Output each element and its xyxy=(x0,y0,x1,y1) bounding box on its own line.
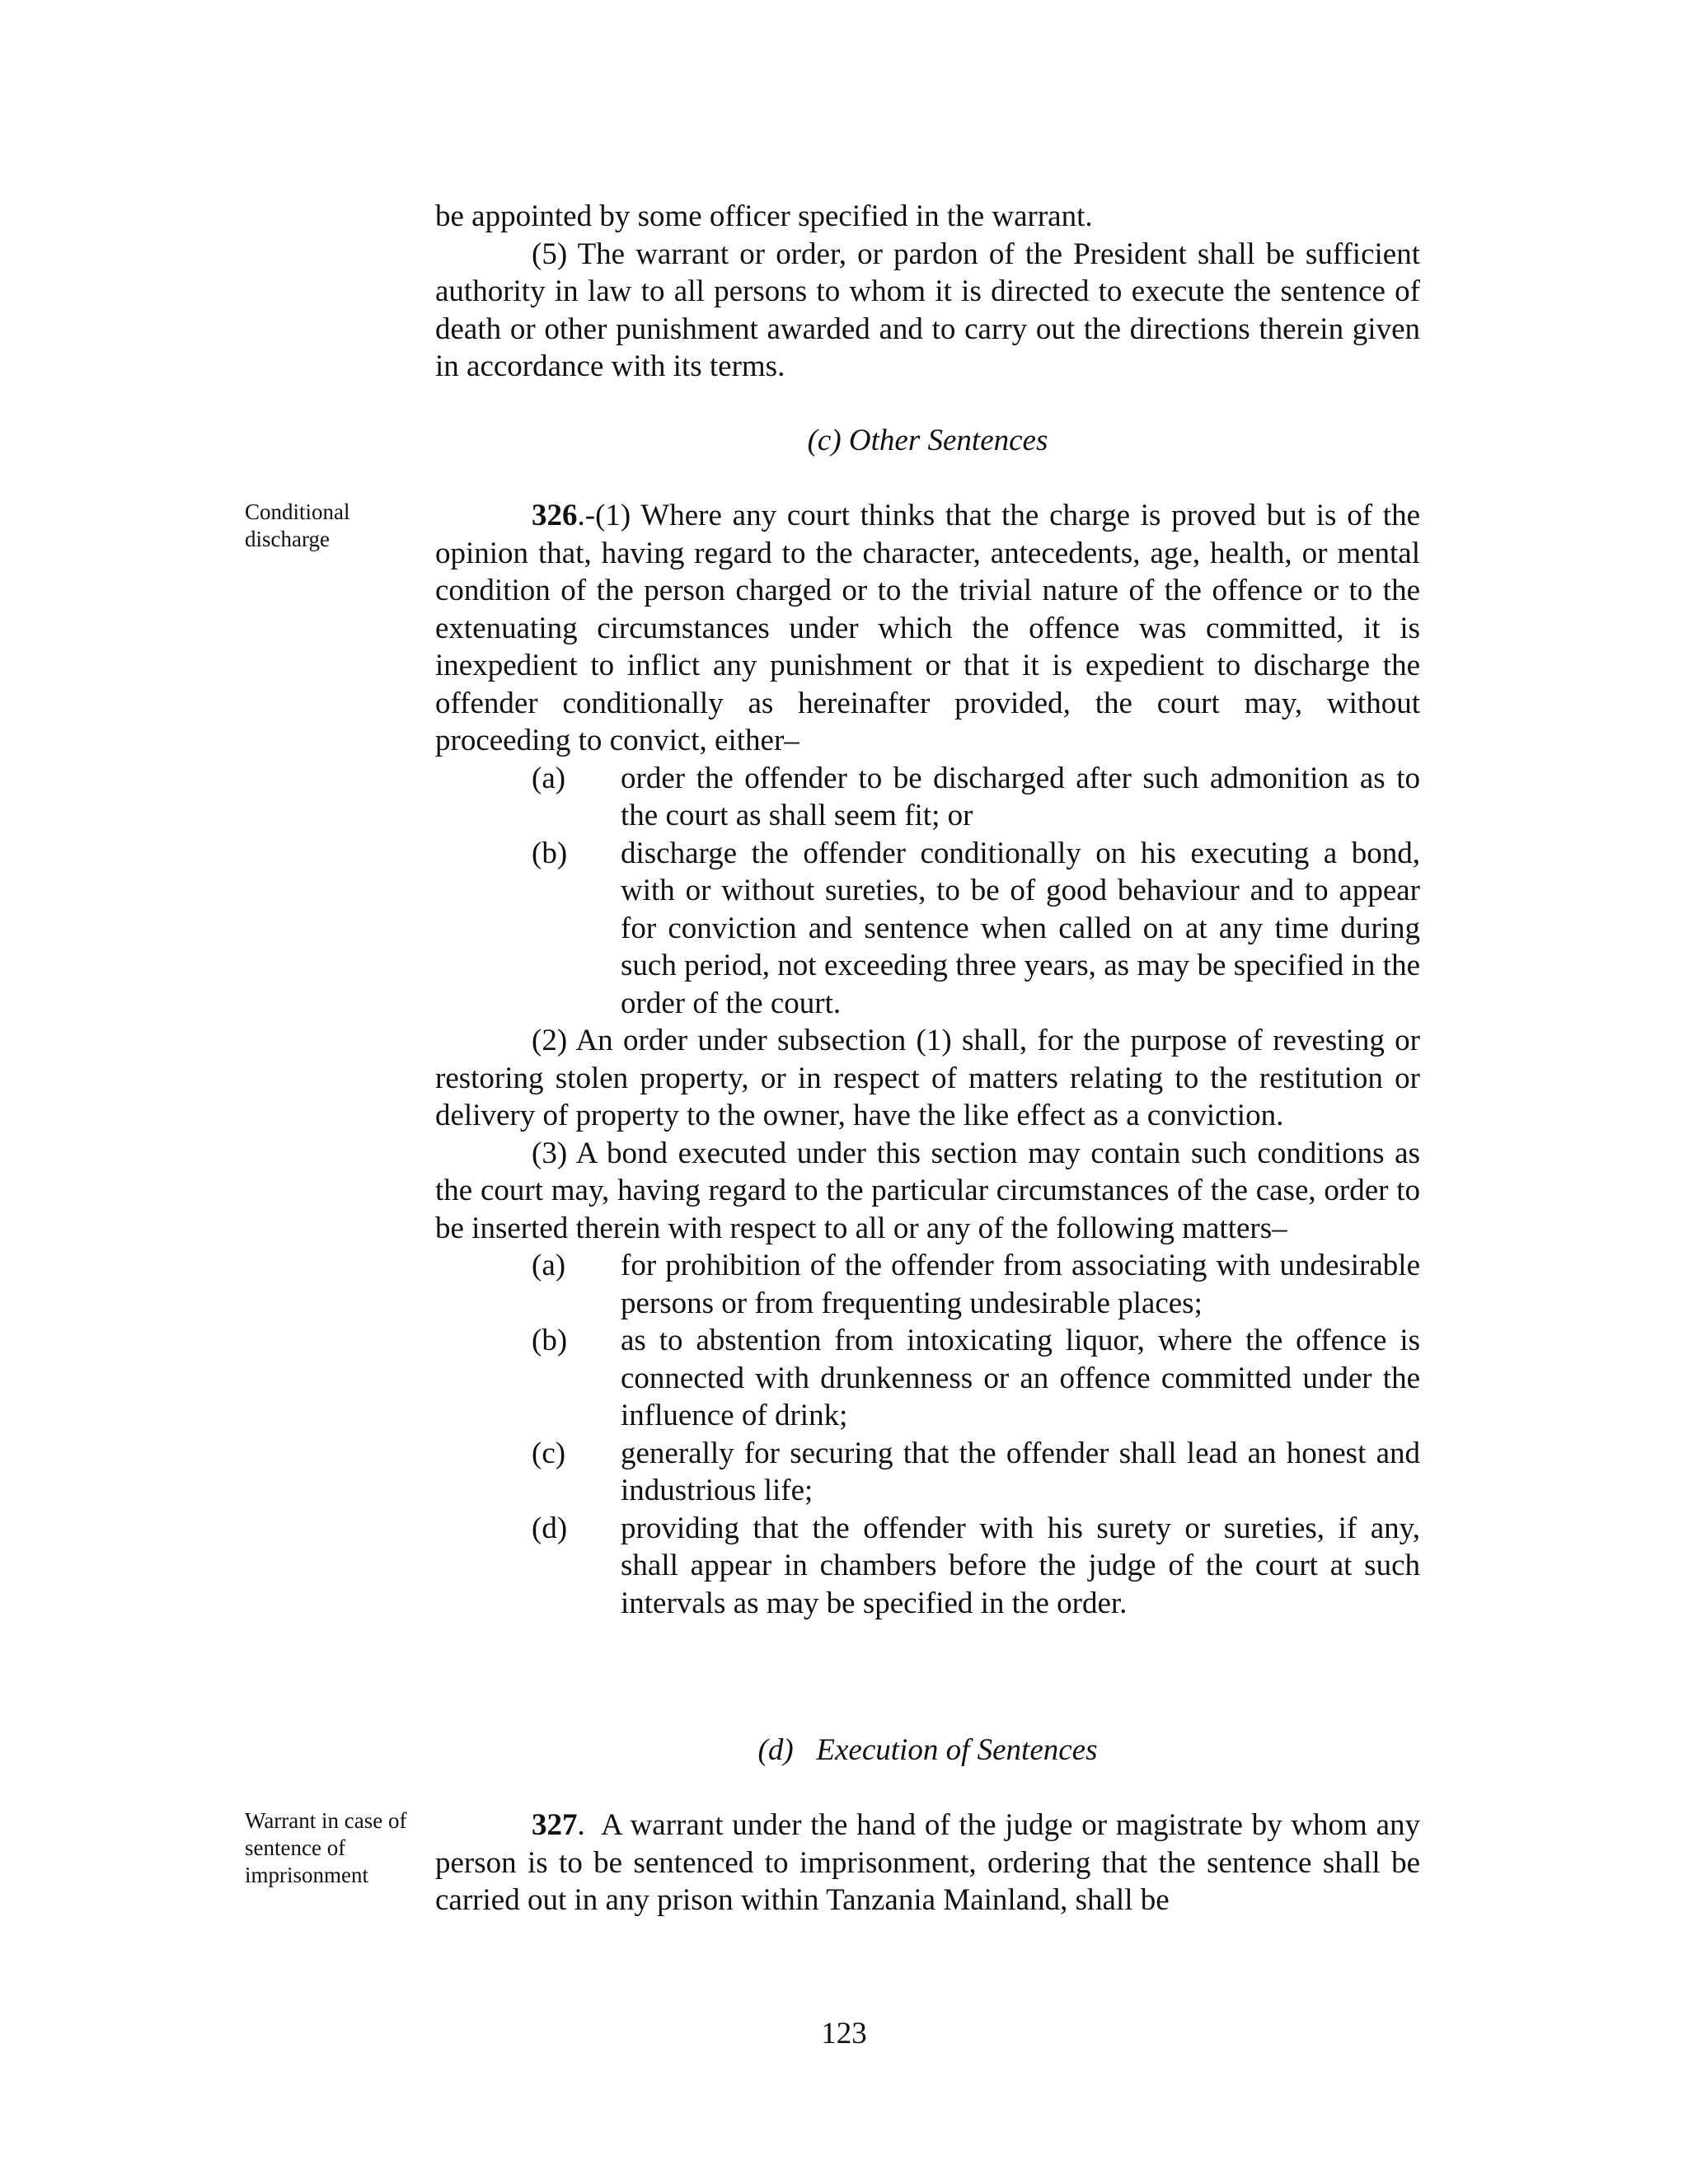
list-item-label: (d) xyxy=(532,1511,568,1545)
section-326-sub3-list xyxy=(435,1247,1420,1622)
list-item-label: (a) xyxy=(532,1249,566,1282)
marginal-note-326: Conditional discharge xyxy=(245,499,350,551)
list-item xyxy=(435,1510,1420,1623)
list-item xyxy=(435,1435,1420,1510)
list-item-text: generally for securing that the offender shall lead an honest and industrious life; xyxy=(621,1436,1420,1507)
section-326 xyxy=(435,497,1420,1622)
page-number: 123 xyxy=(821,2017,867,2050)
section-327 xyxy=(435,1807,1428,1919)
list-item xyxy=(435,1247,1420,1322)
heading-other-sentences: (c) Other Sentences xyxy=(807,424,1048,457)
subsection-2: (2) An order under subsection (1) shall, for the purpose of revesting or restoring stolen property, or in respect of matters relating to the restitution or delivery of property to the owner, have the like effect as a conviction. xyxy=(435,1024,1420,1132)
carryover-line: be appointed by some officer specified in the warrant. xyxy=(435,199,1093,233)
subsection-3: (3) A bond executed under this section may contain such conditions as the court may, having regard to the particular circumstances of the case, order to be inserted therein with respect to all or any of the following matters– xyxy=(435,1136,1420,1245)
section-326-intro-text: .-(1) Where any court thinks that the charge is proved but is of the opinion that, having regard to the character, antecedents, age, health, or mental condition of the person charged or to the trivial nature of the offence or to the extenuating circumstances under which the offence was committed, it is inexpedient to inflict any punishment or that it is expedient to discharge the offender conditionally as hereinafter provided, the court may, without proceeding to convict, either– xyxy=(435,499,1420,757)
list-item xyxy=(435,760,1420,835)
section-327-body: . A warrant under the hand of the judge or magistrate by whom any person is to be sentenced to imprisonment, ordering that the sentence shall be carried out in any prison within Tanzania Mainland, shall be xyxy=(435,1808,1428,1917)
list-item-label: (c) xyxy=(532,1436,566,1470)
list-item-text: order the offender to be discharged after such admonition as to the court as shall seem fit; or xyxy=(621,761,1420,832)
list-item xyxy=(435,835,1420,1023)
heading-execution-of-sentences: (d) Execution of Sentences xyxy=(757,1733,1098,1767)
section-326-number: 326 xyxy=(532,499,578,532)
subsection-5: (5) The warrant or order, or pardon of the President shall be sufficient authority in law to all persons to whom it is directed to execute the sentence of death or other punishment awarded and to carry out the directions therein given in accordance with its terms. xyxy=(435,237,1420,383)
list-item-text: as to abstention from intoxicating liquor, where the offence is connected with drunkenness or an offence committed under the influence of drink; xyxy=(621,1324,1420,1432)
section-327-text xyxy=(435,1807,1428,1919)
list-item-text: for prohibition of the offender from associating with undesirable persons or from frequenting undesirable places; xyxy=(621,1249,1420,1320)
top-block xyxy=(435,198,1420,386)
list-item-text: providing that the offender with his surety or sureties, if any, shall appear in chambers before the judge of the court at such intervals as may be specified in the order. xyxy=(621,1511,1420,1620)
list-item-label: (b) xyxy=(532,1324,568,1357)
list-item-text: discharge the offender conditionally on his executing a bond, with or without sureties, to be of good behaviour and to appear for conviction and sentence when called on at any time during such period, not exceeding three years, as may be specified in the order of the court. xyxy=(621,836,1420,1020)
section-326-sub1-list xyxy=(435,760,1420,1023)
section-326-intro xyxy=(435,497,1420,760)
list-item-label: (a) xyxy=(532,761,566,795)
list-item-label: (b) xyxy=(532,836,568,870)
heading-d-block xyxy=(435,1732,1420,1769)
section-327-number: 327 xyxy=(532,1808,578,1842)
marginal-note-327: Warrant in case of sentence of imprisonment xyxy=(245,1808,407,1887)
list-item xyxy=(435,1322,1420,1435)
heading-c-block xyxy=(435,422,1420,460)
